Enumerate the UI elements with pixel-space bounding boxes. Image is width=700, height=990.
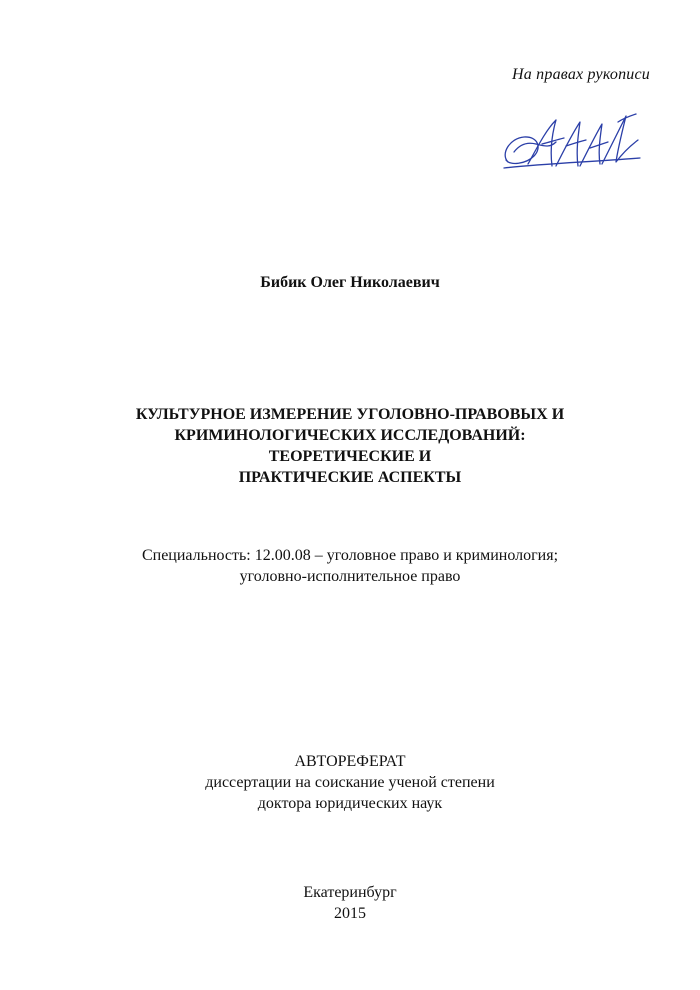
city: Екатеринбург	[303, 884, 397, 901]
degree-line: доктора юридических наук	[257, 795, 443, 812]
title-line: КРИМИНОЛОГИЧЕСКИХ ИССЛЕДОВАНИЙ: ТЕОРЕТИЧЕСКИЕ И	[174, 427, 526, 465]
specialty	[60, 545, 640, 587]
dissertation-title	[100, 404, 600, 488]
title-line: ПРАКТИЧЕСКИЕ АСПЕКТЫ	[238, 469, 462, 486]
specialty-line: уголовно-исполнительное право	[239, 568, 461, 585]
footer	[200, 882, 500, 924]
year: 2015	[334, 905, 366, 922]
author-name: Бибик Олег Николаевич	[260, 274, 440, 291]
degree-line: диссертации на соискание ученой степени	[205, 774, 495, 791]
signature-icon	[498, 104, 648, 180]
title-line: КУЛЬТУРНОЕ ИЗМЕРЕНИЕ УГОЛОВНО-ПРАВОВЫХ И	[135, 406, 565, 423]
degree-type: АВТОРЕФЕРАТ	[294, 753, 406, 770]
rights-note: На правах рукописи	[512, 66, 650, 83]
degree-info	[100, 751, 600, 814]
specialty-line: Специальность: 12.00.08 – уголовное право и криминология;	[141, 547, 559, 564]
